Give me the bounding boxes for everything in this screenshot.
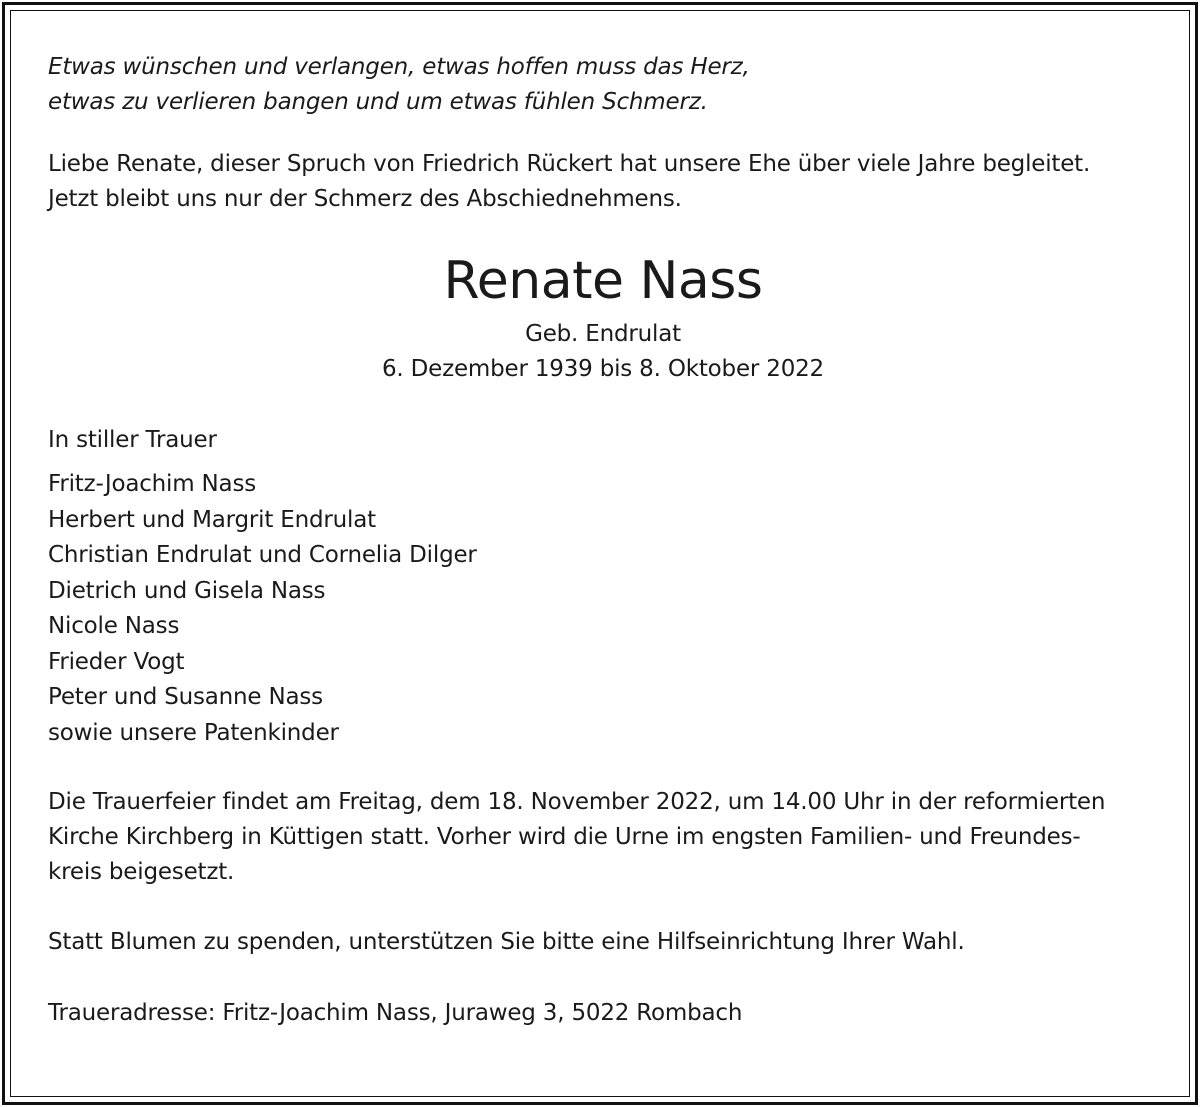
- ceremony-line: Die Trauerfeier findet am Freitag, dem 18. November 2022, um 14.00 Uhr in der reformierten: [48, 789, 1106, 815]
- ceremony-line: kreis beigesetzt.: [48, 859, 235, 885]
- mourner-name: Peter und Susanne Nass: [48, 684, 323, 710]
- mourner-name: Nicole Nass: [48, 613, 180, 639]
- ceremony-line: Kirche Kirchberg in Küttigen statt. Vorher wird die Urne im engsten Familien- und Freundes-: [48, 824, 1081, 850]
- mourners-list: [48, 467, 1158, 751]
- intro-line: Jetzt bleibt uns nur der Schmerz des Abschiednehmens.: [48, 186, 682, 212]
- mourner-name: Fritz-Joachim Nass: [48, 471, 257, 497]
- life-dates: 6. Dezember 1939 bis 8. Oktober 2022: [381, 356, 824, 382]
- mourner-name: Christian Endrulat und Cornelia Dilger: [48, 542, 477, 568]
- deceased-name: Renate Nass: [443, 251, 763, 311]
- mourner-name: Dietrich und Gisela Nass: [48, 577, 326, 604]
- donation-note: Statt Blumen zu spenden, unterstützen Sie bitte eine Hilfseinrichtung Ihrer Wahl.: [48, 929, 965, 955]
- birth-name: Geb. Endrulat: [525, 321, 681, 347]
- mourner-name: Frieder Vogt: [48, 648, 185, 675]
- mourners-heading: In stiller Trauer: [48, 427, 217, 453]
- verse: [48, 50, 1158, 120]
- mourner-name: sowie unsere Patenkinder: [48, 719, 339, 746]
- mourner-name: Herbert und Margrit Endrulat: [48, 506, 376, 533]
- verse-line: Etwas wünschen und verlangen, etwas hoffen muss das Herz,: [48, 54, 750, 80]
- obituary-notice: [48, 50, 1158, 1031]
- intro-line: Liebe Renate, dieser Spruch von Friedrich Rückert hat unsere Ehe über viele Jahre begleitet.: [48, 151, 1091, 177]
- ceremony-info: [48, 785, 1158, 890]
- mourning-address: Traueradresse: Fritz-Joachim Nass, Juraweg 3, 5022 Rombach: [48, 1000, 743, 1026]
- intro-text: [48, 147, 1158, 217]
- verse-line: etwas zu verlieren bangen und um etwas fühlen Schmerz.: [48, 89, 708, 115]
